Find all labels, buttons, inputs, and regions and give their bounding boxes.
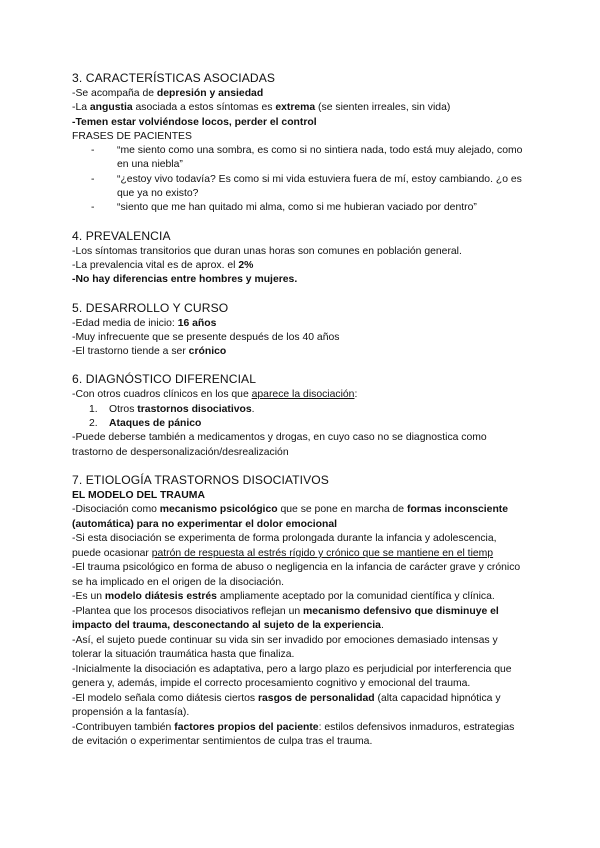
bold-text: formas inconsciente (automática) para no experimentar el dolor emocional [72,504,509,530]
section-heading: 5. DESARROLLO Y CURSO [72,300,229,315]
paragraph [72,503,528,532]
paragraph [72,605,528,634]
paragraph [72,692,528,721]
section-desarrollo-curso [72,300,528,360]
text-run: -Es un [72,591,105,603]
section-etiologia [72,472,528,750]
section-heading: 7. ETIOLOGÍA TRASTORNOS DISOCIATIVOS [72,472,329,487]
list-item [72,417,528,431]
paragraph [72,87,528,101]
paragraph [72,116,528,130]
text-run: ampliamente aceptado por la comunidad científica y clínica. [216,591,495,603]
text-run: -Se acompaña de [72,88,157,99]
text-run: (se sienten irreales, sin vida) [315,102,451,114]
text-run: : [354,389,358,401]
paragraph [72,273,528,287]
section-diagnostico-diferencial [72,371,528,459]
paragraph: -El trauma psicológico en forma de abuso o negligencia en la infancia de carácter grave y crónico se ha implicado en el origen de la disociación. [72,562,521,588]
text-run: -Disociación como [72,504,160,516]
section-caracteristicas-asociadas [72,70,528,216]
paragraph: -Los síntomas transitorios que duran unas horas son comunes en población general. [72,245,462,257]
paragraph: -Así, el sujeto puede continuar su vida sin ser invadido por emociones demasiado intensas y tolerar la situación traumática hasta que finaliza. [72,634,498,661]
underlined-text: aparece la disociación [251,389,355,401]
list-number: 2. [89,418,98,430]
paragraph [72,590,528,605]
bold-text: -No hay diferencias entre hombres y mujeres. [72,274,298,286]
bold-text: modelo diátesis estrés [104,591,217,603]
document-page [72,70,528,762]
list-item: - “me siento como una sombra, es como si no sintiera nada, todo está muy alejado, como en una niebla” [72,144,528,173]
paragraph [72,532,528,561]
text-run: : estilos defensivos inmaduros, estrategias de evitación o experimentar sentimientos de culpa tras el trauma. [72,721,515,748]
text-run: (alta capacidad hipnótica y propensión a la fantasía). [72,692,501,719]
bold-text: depresión y ansiedad [156,88,264,99]
bold-text: crónico [188,346,227,358]
paragraph: -Muy infrecuente que se presente después de los 40 años [72,331,340,343]
text-run: Otros [109,403,138,415]
text-run: -La prevalencia vital es de aprox. el [72,259,239,271]
bold-text: factores propios del paciente [174,721,319,733]
text-run: -Plantea que los procesos disociativos reflejan un [72,605,304,617]
bold-text: mecanismo psicológico [159,504,278,516]
bold-text: 16 años [177,317,217,329]
paragraph [72,101,528,115]
section-heading: 3. CARACTERÍSTICAS ASOCIADAS [72,71,276,85]
subsection-heading: EL MODELO DEL TRAUMA [72,489,205,501]
text-run: . [251,403,255,415]
quote-list [72,144,528,215]
text-run: . [380,620,384,632]
bold-text: 2% [238,259,254,271]
text-run: -La [72,102,90,114]
paragraph [72,345,528,359]
list-item: - “siento que me han quitado mi alma, como si me hubieran vaciado por dentro” [72,201,528,215]
section-prevalencia [72,228,528,288]
text-run: -El modelo señala como diátesis ciertos [72,692,258,704]
bold-text: trastornos disociativos [137,403,252,415]
paragraph [72,317,528,331]
bold-text: Ataques de pánico [109,418,202,430]
underlined-text: patrón de respuesta al estrés rígido y crónico que se mantiene en el tiemp [151,547,494,559]
list-number: 1. [89,403,98,415]
list-item: - “¿estoy vivo todavía? Es como si mi vida estuviera fuera de mí, estoy cambiando. ¿o es que ya no existo? [72,173,528,202]
subsection-label: FRASES DE PACIENTES [72,130,192,142]
text-run: -El trastorno tiende a ser [72,346,189,358]
text-run: asociada a estos síntomas es [132,102,276,114]
bold-text: extrema [275,102,316,114]
paragraph: -Inicialmente la disociación es adaptativa, pero a largo plazo es perjudicial por interferencia que genera y, además, impide el correcto procesamiento cognitivo y emocional del trauma. [72,663,512,690]
paragraph [72,388,528,402]
section-heading: 6. DIAGNÓSTICO DIFERENCIAL [72,372,257,387]
text-run: -Con otros cuadros clínicos en los que [72,389,252,401]
bold-text: mecanismo defensivo que disminuye el impacto del trauma, desconectando al sujeto de la experiencia [72,605,499,632]
paragraph [72,721,528,750]
bold-text: rasgos de personalidad [257,692,375,704]
paragraph: -Puede deberse también a medicamentos y drogas, en cuyo caso no se diagnostica como trastorno de despersonalización/desrealización [72,432,487,458]
numbered-list [72,403,528,432]
bold-text: -Temen estar volviéndose locos, perder el control [72,116,317,128]
bold-text: angustia [89,102,133,114]
text-run: -Si esta disociación se experimenta de forma prolongada durante la infancia y adolescencia, puede ocasionar [72,533,497,559]
text-run: -Contribuyen también [72,721,175,733]
list-item [72,403,528,417]
paragraph [72,259,528,273]
text-run: -Edad media de inicio: [72,317,178,329]
section-heading: 4. PREVALENCIA [72,228,171,243]
text-run: que se pone en marcha de [277,504,407,516]
